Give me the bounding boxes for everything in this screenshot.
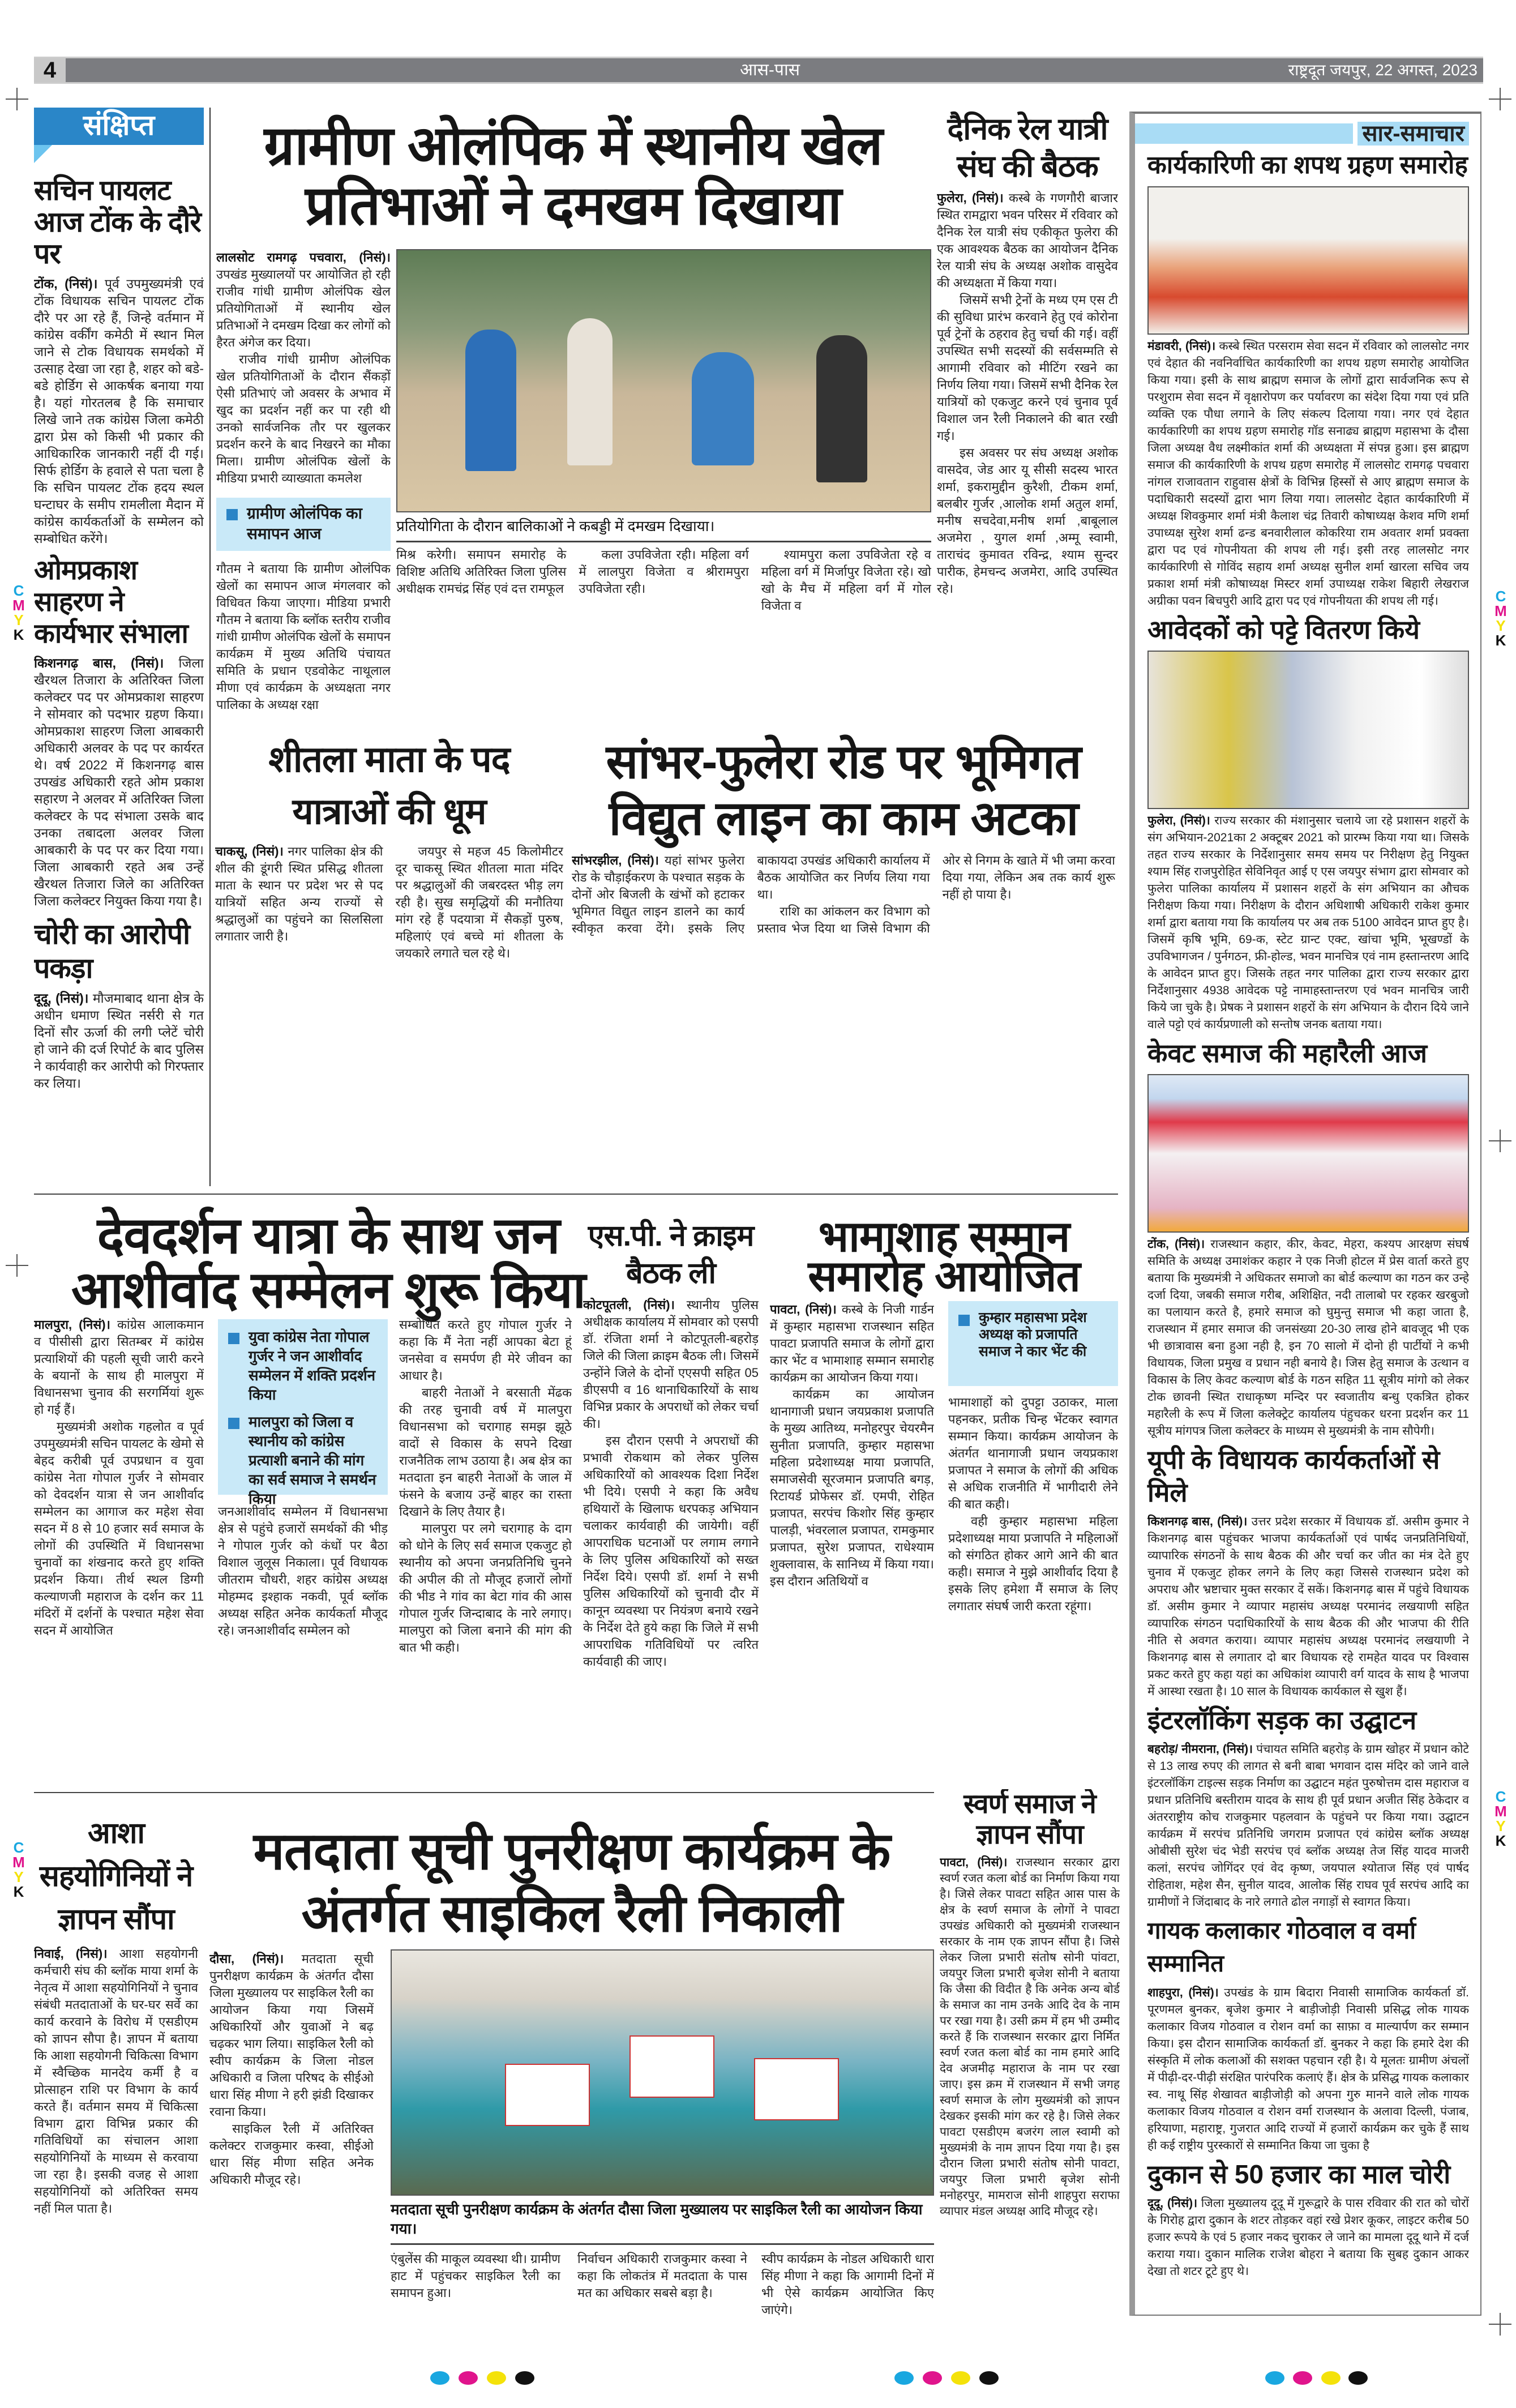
bullet-square-icon xyxy=(228,1333,239,1344)
cmyk-mark-left: C M Y K xyxy=(12,582,25,643)
sar-samachar-label: सार-समाचार xyxy=(1353,122,1469,146)
registration-mark-icon xyxy=(1489,88,1511,110)
olympic-headline: ग्रामीण ओलंपिक में स्थानीय खेल प्रतिभाओं ने दमखम दिखाया xyxy=(264,116,883,236)
bhamashah-headline: भामाशाह सम्मान समारोह आयोजित xyxy=(808,1213,1080,1301)
olympic-highlight-box: ग्रामीण ओलंपिक का समापन आज xyxy=(216,498,391,551)
caption-rule xyxy=(391,2243,934,2245)
bullet-square-icon xyxy=(226,509,238,520)
headline: इंटरलॉकिंग सड़क का उद्घाटन xyxy=(1147,1705,1417,1735)
color-dot-magenta xyxy=(923,2371,942,2385)
color-dot-cyan xyxy=(430,2371,449,2385)
section-title: आस-पास xyxy=(739,61,800,79)
headline: आवेदकों को पट्टे वितरण किये xyxy=(1147,615,1420,644)
olympic-body-cols: मिश्र करेगी। समापन समारोह के विशिष्ट अतिथि अतिरिक्त जिला पुलिस अधीक्षक रामचंद्र सिंह एवं दत्त रामफूल कला उपविजेता रही। महिला वर्ग में लालपुरा विजेता व श्रीरामपुरा उपविजेता रही। श्यामपुरा कला उपविजेता रहे व महिला वर्ग में मिर्जापुर विजेता रहे। खो खो के मैच में महिला वर्ग में गोल विजेता व xyxy=(396,548,931,613)
matdata-bottom-col: स्वीप कार्यक्रम के नोडल अधिकारी धारा सिंह मीणा ने कहा कि आगामी दिनों में भी ऐसे कार्यक्रम आयोजित किए जाएंगे। xyxy=(761,2252,934,2316)
headline: गायक कलाकार गोठवाल व वर्मा सम्मानित xyxy=(1147,1917,1416,1977)
headline: यूपी के विधायक कार्यकर्ताओं से मिले xyxy=(1147,1445,1440,1507)
bullet-square-icon xyxy=(228,1418,239,1429)
story-body: किशनगढ़ बास, (निसं)। जिला खैरथल तिजारा के अतिरिक्त जिला कलेक्टर पद पर ओमप्रकाश साहरण ने सोमवार को पदभार ग्रहण किया। ओमप्रकाश साहरण जिला आबकारी अधिकारी अलवर के पद पर कार्यरत थे। वर्ष 2022 में किशनगढ़ बास उपखंड अधिकारी रहते ओम प्रकाश सहारण ने अलवर में अतिरिक्त जिला कलेक्टर के पद संभाला उसके बाद उनका तबादला अलवर जिला आबकारी के पद पर कर दिया गया। जिला आबकारी रहते अब उन्हें खैरथल तिजारा जिले का अतिरिक्त जिला कलेक्टर नियुक्त किया गया है। xyxy=(34,656,204,908)
color-dot-yellow xyxy=(1321,2371,1341,2385)
color-dot-black xyxy=(515,2371,534,2385)
headline: सचिन पायलट आज टोंक के दौरे पर xyxy=(34,174,201,270)
headline: स्वर्ण समाज ने ज्ञापन सौंपा xyxy=(963,1789,1096,1850)
color-dot-yellow xyxy=(951,2371,970,2385)
sp-story xyxy=(583,1217,759,1781)
registration-mark-icon xyxy=(1489,2313,1511,2336)
story-body: पावटा, (निसं)। राजस्थान सरकार द्वारा स्वर्ण रजत कला बोर्ड का निर्माण किया गया है। जिसे लेकर पावटा सहित आस पास के क्षेत्र के स्वर्ण समाज के लोगों ने पावटा उपखंड अधिकारी को मुख्यमंत्री राजस्थान सरकार के नाम एक ज्ञापन सौंपा है। जिसे लेकर जिला प्रभारी संतोष सोनी पांवटा, जयपुर जिला प्रभारी बृजेश सोनी ने बताया कि जैसा की विदीत है कि अनेक अन्य बोर्ड के समाज का नाम उनके आदि देव के नाम पर रखा गया है। उसी क्रम में हम भी उम्मीद करते हैं कि राजस्थान सरकार द्वारा निर्मित स्वर्ण रजत कला बोर्ड का नाम हमारे आदि देव अजमीढ़ महाराज के नाम पर रखा जाए। इस क्रम में राजस्थान में सभी जगह स्वर्ण समाज के लोग मुख्यमंत्री को ज्ञापन देखकर इसकी मांग कर रहे है। जिसे लेकर पावटा एसडीएम बजरंग लाल स्वामी को मुख्यमंत्री के नाम ज्ञापन दिया गया है। इस दौरान जिला प्रभारी संतोष सोनी पावटा, जयपुर जिला प्रभारी बृजेश सोनी मनोहरपुर, मामराज सोनी शाहपुरा सराफा व्यापार मंडल अध्यक्ष आदि मौजूद रहे। xyxy=(940,1856,1120,2218)
headline: चोरी का आरोपी पकड़ा xyxy=(34,918,190,984)
page-header xyxy=(34,57,1483,84)
headline: आशा सहयोगिनियों ने ज्ञापन सौंपा xyxy=(39,1817,193,1936)
cycle-rally-photo xyxy=(391,1949,934,2196)
headline: एस.पी. ने क्राइम बैठक ली xyxy=(588,1220,754,1290)
story-body: फुलेरा, (निसं)। कस्बे के गणगौरी बाजार स्थित रामद्वारा भवन परिसर में रविवार को दैनिक रेल यात्री संघ एकीकृत फुलेरा की एक आवश्यक बैठक का आयोजन दैनिक रेल यात्री संघ के अध्यक्ष अशोक वासुदेव की अध्यक्षता में किया गया। जिसमें सभी ट्रेनों के मध्य एम एस टी की सुविधा प्रारंभ करवाने हेतु एवं कोरोना पूर्व ट्रेनों के ठहराव हेतु चर्चा की गई। वहीं उपस्थित सभी सदस्यों की सर्वसम्मति से आगामी रविवार को मीटिंग रखने का निर्णय लिया गया। जिसमें सभी दैनिक रेल यात्रियों को एकजुट करने एवं चुनाव पूर्व विशाल जन रैली निकालने की बात रखी गई। इस अवसर पर संघ अध्यक्ष अशोक वासदेव, जेड आर यू सीसी सदस्य भारत शर्मा, इकरामुद्दीन कुरैशी, टीकम शर्मा, बलबीर गुर्जर ,आलोक शर्मा अतुल शर्मा, मनीष सचदेवा,मनीष शर्मा ,बाबूलाल अजमेरा , युगल शर्मा ,अम्मू स्वामी, ताराचंद कुमावत रविन्द्र, श्याम सुन्दर पारीक, हेमचन्द अजमेरा, आदि उपस्थित रहे। xyxy=(937,191,1118,596)
bhamashah-col2: भामाशाहों को दुपट्टा उठाकर, माला पहनकर, प्रतीक चिन्ह भेंटकर स्वागत सम्मान किया। कार्यक्रम आयोजन के अंतर्गत थानागाजी प्रधान जयप्रकाश प्रजापत ने समाज के लोगों की अधिक से अधिक राजनीति में भागीदारी लेने की बात कही। वही कुम्हार महासभा महिला प्रदेशाध्यक्ष माया प्रजापति ने महिलाओं को संगठित होकर आगे आने की बात कही। समाज ने मुझे आशीर्वाद दिया है इसके लिए हमेशा मैं समाज के लिए लगातार संघर्ष जारी करता रहूंगा। xyxy=(948,1395,1118,1613)
devdarshan-col3: सम्बोधित करते हुए गोपाल गुर्जर ने कहा कि मैं नेता नहीं आपका बेटा हूं जनसेवा व समर्पण ही मेरे जीवन का आधार है। बाहरी नेताओं ने बरसाती मेंढक की तरह चुनावी वर्ष में मालपुरा विधानसभा को चरागाह समझ झूठे वादों से विकास के सपने दिखा राजनैतिक लाभ उठाया है। अब क्षेत्र का मतदाता इन बाहरी नेताओं के जाल में फंसने के बजाय उन्हें बाहर का रास्ता दिखाने के लिए तैयार है। मालपुरा पर लगे चरागाह के दाग को धोने के लिए सर्व समाज एकजुट हो स्थानीय को अपना जनप्रतिनिधि चुनने की अपील की तो मौजूद हजारों लोगों की भीड ने गांव का बेटा गांव की आस गोपाल गुर्जर जिन्दाबाद के नारे लगाए। मालपुरा को जिला बनाने की मांग की बात भी कही। xyxy=(399,1318,572,1654)
registration-mark-icon xyxy=(1489,1130,1511,1152)
right-column-box xyxy=(1129,112,1481,2316)
label-tail xyxy=(34,145,52,163)
story-body: मंडावरी, (निसं)। कस्बे स्थित परसराम सेवा सदन में रविवार को लालसोट नगर एवं देहात की नवनिर्वाचित कार्यकारिणी का शपथ ग्रहण समारोह आयोजित किया गया। इसी के साथ ब्राह्मण समाज के लोगों द्वारा सार्वजनिक रूप से परशुराम सेवा सदन में वृक्षारोपण कर पर्यावरण का संदेश दिया गया एवं प्रति व्यक्ति एक पौधा लगाने के लिए संकल्प दिलाया गया। नगर एवं देहात कार्यकारिणी का शपथ ग्रहण समारोह गॉड सनाढ्य ब्राह्मण महासभा के दौसा जिला अध्यक्ष वैध लक्ष्मीकांत शर्मा की अध्यक्षता में संपन्न हुआ। इस ब्राह्मण समाज की कार्यकारिणी के शपथ ग्रहण समारोह में लालसोट रामगढ़ पचवारा नांगल राजावतान राहुवास क्षेत्रों के विभिन्न हिस्सों से आए ब्राह्मण समाज के पदाधिकारी सदस्यों द्वारा भाग लिया गया। लालसोट देहात कार्यकारिणी में अध्यक्ष शिवकुमार शर्मा मंत्री कैलाश चंद्र तिवारी कोषाध्यक्ष केशव मणि शर्मा उपाध्यक्ष सुरेश शर्मा ढन्ड बनवारीलाल कोकरिया राम अवतार शर्मा प्रवक्ता द्वारा पद एवं गोपनीयता की शपथ ली गई। इसी तरह लालसोट नगर कार्यकारिणी से गोविंद सहाय शर्मा अध्यक्ष सुनील शर्मा खारला सचिव जय प्रकाश शर्मा मंत्री कोषाध्यक्ष मिस्टर शर्मा उपाध्यक्ष राकेश बिहारी लेखराज अग्रीका पवन बिचपुरी आदि द्वारा पद एवं गोपनीयता की शपथ ली गई। xyxy=(1147,340,1469,608)
sheetla-story xyxy=(215,733,563,1189)
headline: दैनिक रेल यात्री संघ की बैठक xyxy=(947,112,1108,183)
sankshipt-label: संक्षिप्त xyxy=(34,108,204,145)
cmyk-mark-right: C M Y K xyxy=(1494,588,1507,649)
section-rule xyxy=(34,1792,934,1793)
headline: शीतला माता के पद यात्राओं की धूम xyxy=(268,739,510,832)
color-dot-black xyxy=(979,2371,999,2385)
devdarshan-highlight-box xyxy=(218,1319,388,1507)
headline: कार्यकारिणी का शपथ ग्रहण समारोह xyxy=(1147,151,1468,179)
olympic-body-col1b: गौतम ने बताया कि ग्रामीण ओलंपिक खेलों का समापन आज मंगलवार को विधिवत किया जाएगा। मीडिया प्रभारी गौतम ने बताया कि ब्लॉक स्तरीय राजीव गांधी ग्रामीण ओलंपिक खेलों के समापन कार्यक्रम में मुख्य अतिथि पंचायत समिति के प्रधान एडवोकेट नाथूलाल मीणा एवं कार्यक्रम के अध्यक्षता नगर पालिका के अध्यक्ष रक्षा xyxy=(216,562,391,712)
devdarshan-headline: देवदर्शन यात्रा के साथ जन आशीर्वाद सम्मेलन शुरू किया xyxy=(71,1208,586,1319)
matdata-headline: मतदाता सूची पुनरीक्षण कार्यक्रम के अंतर्गत साइकिल रैली निकाली xyxy=(253,1823,890,1943)
sar-samachar-label-row xyxy=(1130,122,1469,146)
story-body: टोंक, (निसं)। राजस्थान कहार, कीर, केवट, मेहरा, कश्यप आरक्षण संघर्ष समिति के अध्यक्ष उमाशंकर कहार ने एक निजी होटल में प्रेस वार्ता करते हुए बताया कि मुख्यमंत्री ने अधिकतर समाजो का बोर्ड कल्याण का गठन कर उन्हे दर्जा दिया, जबकी समाज गरीब, अशिक्षित, नदी तालाबो पर रहकर खरबुजो का पलायान करते है, हमारे समाज को घुमुन्तु समाज भी कहा जाता है, राजस्थान में हमार समाज की जनसंख्या 20-30 लाख होने बावजूद भी एक भी छात्रावास बना हुआ नही है, इन 70 सालो में दोनो ही पार्टीयों ने कभी विधायक, जिला प्रमुख व प्रधान नही बनाये है। जिस हेतु समाज के उत्थान व विकास के लिए केवट कल्याण बोर्ड के गठन सहित 11 सूत्रीय मांगो को लेकर टोक छावनी स्थित राधाकृष्ण मन्दिर पर स्वजातीय बन्धु एकत्रित होकर महारैली के रूप में जिला कलेक्ट्रेट कार्यालय पंहुचकर धरना प्रदर्शन कर 11 सूत्रीय मांगपत्र जिला कलेक्टर के माध्यम से मुख्यमंत्री के नाम सौपेगी। xyxy=(1147,1238,1469,1438)
headline: दुकान से 50 हजार का माल चोरी xyxy=(1147,2159,1451,2189)
bhamashah-highlight-box: कुम्हार महासभा प्रदेश अध्यक्ष को प्रजापति समाज ने कार भेंट की xyxy=(948,1301,1118,1386)
story-body: फुलेरा, (निसं)। राज्य सरकार की मंशानुसार चलाये जा रहे प्रशासन शहरों के संग अभियान-2021का 2 अक्टूबर 2021 को प्रारम्भ किया गया था। जिसके तहत राज्य सरकार के निर्देशानुसार समय समय पर निरीक्षण हेतु नियुक्त श्याम सिंह राजपुरोहित सेविनिवृत आई ए एस जयपुर संभाग द्वारा सोमवार को फुलेरा पालिका कार्यालय में प्रशासन शहरों के संग अभियान का औचक निरीक्षण किया गया। निरीक्षण के दौरान अधिशाषी अधिकारी राकेश कुमार शर्मा द्वारा बताया गया कि कार्यालय पर अब तक 5100 आवेदन प्राप्त हुए है। जिसमें कृषि भूमि, 69-क, स्टेट ग्रान्ट एक्ट, खांचा भूमि, भूखण्डों के उपविभागजन / पुर्नगठन, फ्री-होल्ड, भवन मानचित्र एवं नाम हस्तान्तरण आदि के आवेदन प्राप्त हुए। जिसके तहत नगर पालिका द्वारा राज्य सरकार द्वारा निर्देशानुसार 4938 आवेदक पट्टे नामाहस्तान्तरण एवं भवन मानचित्र जारी किये जा चुके है। प्रेषक ने प्रशासन शहरों के संग अभियान के दौरान दिये जाने वाले पट्टो एवं कार्यप्रणाली को सन्तोष जनक बताया गया। xyxy=(1147,814,1469,1031)
sambhar-story xyxy=(572,733,1115,1189)
left-column xyxy=(34,108,204,1186)
headline: सांभर-फुलेरा रोड पर भूमिगत विद्युत लाइन का काम अटका xyxy=(606,735,1081,845)
patta-distribution-photo xyxy=(1147,651,1469,809)
story-body: शाहपुरा, (निसं)। उपखंड के ग्राम बिदारा निवासी सामाजिक कार्यकर्ता डॉ. पूरणमल बुनकर, बृजेश कुमार ने बाड़ीजोड़ी निवासी प्रसिद्ध लोक गायक कलाकार विजय गोठवाल व रोशन वर्मा का साफ़ा व माल्यार्पण कर सम्मान किया। इस दौरान सामाजिक कार्यकर्ता डॉ. बुनकर ने कहा कि हमारे देश की संस्कृति में लोक कलाओं की सशक्त पहचान रही है। ये मूलतः ग्रामीण अंचलों में पीढ़ी-दर-पीढ़ी संरक्षित पारंपरिक कलाएं हैं। क्षेत्र के प्रसिद्ध गायक कलाकार स्व. नाथू सिंह शेखावत बाड़ीजोड़ी को अपना गुरु मानने वाले लोक गायक कलाकार विजय गोठवाल व रोशन वर्मा राजस्थान के अलावा दिल्ली, पंजाब, हरियाणा, महाराष्ट्र, गुजरात आदि राज्यों में हजारों कार्यक्रम कर चुके हैं साथ ही कई राष्ट्रीय पुरस्कारों से सम्मानित किया जा चुका है xyxy=(1147,1986,1469,2152)
devdarshan-col2: जनआशीर्वाद सम्मेलन में विधानसभा क्षेत्र से पहुंचे हजारों समर्थकों की भीड़ ने गोपाल गुर्जर को कंधों पर बैठा विशाल जुलूस निकाला। पूर्व विधायक जीतराम चौधरी, शहर कांग्रेस अध्यक्ष मोहम्मद इश्हाक नकवी, पूर्व ब्लॉक अध्यक्ष सहित अनेक कार्यकर्ता मौजूद रहे। जनआशीर्वाद सम्मेलन को xyxy=(218,1504,388,1637)
highlight-item: युवा कांग्रेस नेता गोपाल गुर्जर ने जन आशीर्वाद सम्मेलन में शक्ति प्रदर्शन किया xyxy=(228,1327,379,1404)
kabaddi-photo xyxy=(396,249,931,512)
color-dot-cyan xyxy=(894,2371,914,2385)
olympic-body-col1: लालसोट रामगढ़ पचवारा, (निसं)। उपखंड मुख्यालयों पर आयोजित हो रही राजीव गांधी ग्रामीण ओलंपिक खेल प्रतियोगिताओं में स्थानीय खेल प्रतिभाओं ने दमखम दिखा कर लोगों को हैरत अंगेज कर दिया। राजीव गांधी ग्रामीण ओलंपिक खेल प्रतियोगिताओं के दौरान सैंकड़ों ऐसी प्रतिभाएं जो अवसर के अभाव में खुद का प्रदर्शन नहीं कर पा रही थी उनको सार्वजनिक तौर पर खुलकर प्रदर्शन करने के बाद निखरने का मौका मिला। ग्रामीण ओलंपिक खेलों के मीडिया प्रभारी व्याख्याता कमलेश xyxy=(216,250,391,485)
asha-story xyxy=(34,1812,198,2316)
headline: केवट समाज की महारैली आज xyxy=(1147,1038,1428,1068)
edition-date: राष्ट्रदूत जयपुर, 22 अगस्त, 2023 xyxy=(1288,61,1478,79)
devdarshan-col1: मालपुरा, (निसं)। कांग्रेस आलाकमान व पीसीसी द्वारा सितम्बर में कांग्रेस प्रत्याशियों की पहली सूची जारी करने के बयानों के साथ ही मालपुरा में विधानसभा चुनाव की सरगर्मियां शुरू हो गई हैं। मुख्यमंत्री अशोक गहलोत व पूर्व उपमुख्यमंत्री सचिन पायलट के खेमो से बेहद करीबी पूर्व उपप्रधान व युवा कांग्रेस नेता गोपाल गुर्जर ने सोमवार को देवदर्शन यात्रा से जन आशीर्वाद सम्मेलन का आगाज कर महेश सेवा सदन में 8 से 10 हजार सर्व समाज के लोगों की उपस्थिति में विधानसभा चुनावों का शंखनाद करते हुए शक्ति प्रदर्शन किया। तीर्थ स्थल डिग्गी कल्याणजी महाराज के दर्शन कर 11 मंदिरों में दर्शनों के पश्चात महेश सेवा सदन में आयोजित xyxy=(34,1318,204,1637)
story-body: दूदू, (निसं)। मौजमाबाद थाना क्षेत्र के अधीन धमाण स्थित नर्सरी से गत दिनों सौर ऊर्जा की लगी प्लेटें चोरी हो जाने की दर्ज रिपोर्ट के बाद पुलिस ने कार्यवाही कर आरोपी को गिरफ्तार कर लिया। xyxy=(34,991,204,1090)
matdata-col1: दौसा, (निसं)। मतदाता सूची पुनरीक्षण कार्यक्रम के अंतर्गत दौसा जिला मुख्यालय पर साइकिल रैली का आयोजन किया गया जिसमें अधिकारियों और युवाओं ने बढ़ चढ़कर भाग लिया। साइकिल रैली को स्वीप कार्यक्रम के जिला नोडल अधिकारी व जिला परिषद के सीईओ धारा सिंह मीणा ने हरी झंडी दिखाकर रवाना किया। साइकिल रैली में अतिरिक्त कलेक्टर राजकुमार कस्वा, सीईओ धारा सिंह मीणा सहित अनेक अधिकारी मौजूद रहे। xyxy=(209,1952,374,2187)
caption-rule xyxy=(396,541,931,542)
kevat-samaj-photo xyxy=(1147,1074,1469,1233)
color-dot-yellow xyxy=(487,2371,506,2385)
cmyk-mark-left: C M Y K xyxy=(12,1839,25,1900)
headline: ओमप्रकाश साहरण ने कार्यभार संभाला xyxy=(34,555,188,649)
color-dot-magenta xyxy=(1293,2371,1312,2385)
color-dot-black xyxy=(1348,2371,1368,2385)
highlight-item: मालपुरा को जिला व स्थानीय को कांग्रेस प्रत्याशी बनाने की मांग का सर्व समाज ने समर्थन किया xyxy=(228,1412,379,1508)
story-body: चाकसू, (निसं)। नगर पालिका क्षेत्र की शील की डूंगरी स्थित प्रसिद्ध शीतला माता के स्थान पर प्रदेश भर से पद यात्रियों सहित अन्य राज्यों से श्रद्धालुओं का पहुंचने का सिलसिला लगातार जारी है। जयपुर से महज 45 किलोमीटर दूर चाकसू स्थित शीतला माता मंदिर पर श्रद्धालुओं की जबरदस्त भीड़ लग रही है। सुख समृद्धियों की मनौतिया मांग रहे हैं पदयात्रा में सैकड़ों पुरुष, महिलाएं एवं बच्चे मां शीतला के जयकारे लगाते चल रहे थे। xyxy=(215,844,563,960)
story-body: सांभरझील, (निसं)। यहां सांभर फुलेरा रोड के चौड़ाईकरण के पश्चात सड़क के दोनों ओर बिजली के खंभों को हटाकर भूमिगत विद्युत लाइन डालने का कार्य स्वीकृत करवा देंगे। इसके लिए बाकायदा उपखंड अधिकारी कार्यालय में बैठक आयोजित कर निर्णय लिया गया था। राशि का आंकलन कर विभाग को प्रस्ताव भेज दिया था जिसे विभाग की ओर से निगम के खाते में भी जमा करवा दिया गया, लेकिन अब तक कार्य शुरू नहीं हो पाया है। xyxy=(572,853,1115,935)
color-dot-magenta xyxy=(459,2371,478,2385)
story-body: निवाई, (निसं)। आशा सहयोगनी कर्मचारी संघ की ब्लॉक माया शर्मा के नेतृत्व में आशा सहयोगिनियों ने चुनाव संबंधी मतदाताओं के घर-घर सर्वे का कार्य करवाने के विरोध में एसडीएम को ज्ञापन सौपा है। ज्ञापन में बताया कि आशा सहयोगनी चिकित्सा विभाग में स्वैच्छिक मानदेय कर्मी है व प्रोत्साहन राशि पर विभाग के कार्य करते हैं। वर्तमान समय में चिकित्सा विभाग द्वारा विभिन्न प्रकार की गतिविधियों का संचालन आशा सहयोगिनियों के माध्यम से करवाया जा रहा है। इसकी वजह से आशा सहयोगिनियों को अतिरिक्त समय नहीं मिल पाता है। xyxy=(34,1947,198,2215)
bhamashah-col1: पावटा, (निसं)। कस्बे के निजी गार्डन में कुम्हार महासभा राजस्थान सहित पावटा प्रजापति समाज के लोगों द्वारा कार भेंट व भामाशाह सम्मान समारोह कार्यक्रम का आयोजन किया गया। कार्यक्रम का आयोजन थानागाजी प्रधान जयप्रकाश प्रजापति के मुख्य आतिथ्य, मनोहरपुर चेयरमैन सुनीता प्रजापति, कुम्हार महासभा महिला प्रदेशाध्यक्ष माया प्रजापति, समाजसेवी सूरजमान प्रजापति बगड़, रिटायर्ड प्रोफेसर डॉ. एमपी, रोहित प्रजापत, सरपंच किशोर सिंह कुम्हार पालड़ी, भंवरलाल प्रजापत, रामकुमार प्रजापत, सुरेश प्रजापत, राधेश्याम शुक्लावास, के सानिध्य में किया गया। इस दौरान अतिथियों व xyxy=(770,1302,934,1588)
column-rule xyxy=(209,108,211,1186)
cmyk-mark-right: C M Y K xyxy=(1494,1788,1507,1849)
kabaddi-caption: प्रतियोगिता के दौरान बालिकाओं ने कबड्डी में दमखम दिखाया। xyxy=(396,517,715,534)
story-body: कोटपूतली, (निसं)। स्थानीय पुलिस अधीक्षक कार्यालय में सोमवार को एसपी डॉ. रंजिता शर्मा ने कोटपूतली-बहरोड़ जिले की जिला क्राइम बैठक ली। जिसमें उन्होंने जिले के दोनों एएसपी सहित 05 डीएसपी व 16 थानाधिकारियों के साथ विभिन्न प्रकार के अपराधों को लेकर चर्चा की। इस दौरान एसपी ने अपराधों की प्रभावी रोकथाम को लेकर पुलिस अधिकारियों को आवश्यक दिशा निर्देश भी दिये। एसपी ने कहा कि अवैध हथियारों के खिलाफ धरपकड़ अभियान चलाकर कार्यवाही की जायेगी। वहीं आपराधिक घटनाओं पर लगाम लगाने के लिए पुलिस अधिकारियों को सख्त निर्देश दिये। एसपी डॉ. शर्मा ने सभी पुलिस अधिकारियों को चुनावी दौर में कानून व्यवस्था पर नियंत्रण बनाये रखने के निर्देश देते हुये कहा कि जिले में सभी आपराधिक गतिविधियों पर त्वरित कार्यवाही की जाए। xyxy=(583,1298,759,1669)
story-body: किशनगढ़ बास, (निसं)। उत्तर प्रदेश सरकार में विधायक डॉ. असीम कुमार ने किशनगढ़ बास पहुंचकर भाजपा कार्यकर्ताओं एवं पार्षद जनप्रतिनिधियों, व्यापारिक संगठनों के साथ बैठक की और चर्चा कर जीत का मंत्र देते हुए चुनाव में एकजुट होकर लगने के लिए कहा जिससे राजस्थान प्रदेश को अपराध और भ्रष्टाचार मुक्त सरकार दें सकें। किशनगढ़ बास में पहुंचे विधायक डॉ. असीम कुमार ने व्यापार महासंघ अध्यक्ष परमानंद लखयाणी सहित व्यापारिक संगठन पदाधिकारियों के साथ बैठक की और भाजपा की रीति नीति से अवगत कराया। व्यापार महासंघ अध्यक्ष परमानंद लखयाणी ने किशनगढ़ बास से लगातार दो बार विधायक रहे रामहेत यादव पर विश्वास प्रकट करते हुए कहा यहां का अधिकांश व्यापारी वर्ग यादव के साथ है भाजपा में आस्था रखता है। 10 साल के विधायक कार्यकाल से खुश हैं। xyxy=(1147,1515,1469,1698)
bullet-square-icon xyxy=(958,1315,970,1326)
story-body: बहरोड़/ नीमराना, (निसं)। पंचायत समिति बहरोड़ के ग्राम खोहर में प्रधान कोटे से 13 लाख रुपए की लागत से बनी बाबा भगवान दास मंदिर को जाने वाले इंटरलॉकिंग टाइल्स सड़क निर्माण का उद्घाटन महंत पुरुषोत्तम दास महाराज व प्रधान प्रतिनिधि बस्तीराम यादव के साथ ही पूर्व प्रधान अजीत सिंह ठेकेदार व अंतरराष्ट्रीय कोच राजकुमार पहलवान के पहुंचने पर किया गया। उद्घाटन कार्यक्रम में सरपंच प्रतिनिधि जगराम प्रजापत एवं कांग्रेस ब्लॉक अध्यक्ष ओबीसी सुरेश चंद भेडी सरपंच एवं ब्लॉक अध्यक्ष तेज सिंह यादव माजरी कलां, सरपंच जोगिंदर एवं वेद कृष्ण, जयपाल श्योताज सिंह एवं पार्षद रोहिताश, महेश सैन, सुनील यादव, आलोक सिंह राघव पूर्व सरपंच आदि का ग्रामीणों ने जिंदाबाद के नारे लगाते ढोल नगाड़ों से स्वागत किया। xyxy=(1147,1743,1469,1909)
registration-mark-icon xyxy=(6,1254,28,1277)
story-body: दूदू, (निसं)। जिला मुख्यालय दूदू में गुरूद्वारे के पास रविवार की रात को चोरों के गिरोह द्वारा दुकान के शटर तोड़कर वहां रखे प्रेशर कूकर, लाइटर करीब 50 हजार रूपये के एवं 5 हजार नकद चुराकर ले जाने का मामला दूदू थाने में दर्ज कराया गया। दुकान मालिक राजेश बोहरा ने बताया कि सुबह दुकान आकर देखा तो शटर टूटे हुए थे। xyxy=(1147,2197,1469,2278)
matdata-bottom-col: निर्वाचन अधिकारी राजकुमार कस्वा ने कहा कि लोकतंत्र में मतदाता के पास मत का अधिकार सबसे बड़ा है। xyxy=(577,2252,747,2300)
page-number: 4 xyxy=(34,58,66,82)
section-rule xyxy=(34,1194,1118,1195)
color-dot-cyan xyxy=(1265,2371,1284,2385)
story-body: टोंक, (निसं)। पूर्व उपमुख्यमंत्री एवं टोंक विधायक सचिन पायलट टोंक दौरे पर आ रहे हैं, जिन्हे वर्तमान में कांग्रेस वर्कींग कमेठी में स्थान मिल जाने से टोक विधायक समर्थको में उत्साह देखा जा रहा है, शहर को बडे-बडे होर्डिग से आकर्षक बनाया गया है। यहां गोरतलब है कि समाचार लिखे जाने तक कांग्रेस जिला कमेठी द्वारा प्रेस को किसी भी प्रकार की आधिकारिक जानकारी नहीं दी गई। सिर्फ होर्डिग के हवाले से पता चला है कि सचिन पायलट टोंक हदय स्थल घन्टाघर के समीप रामलीला मैदान में कांग्रेस कार्यकर्ताओं के सम्मेलन को सम्बोधित करेंगे। xyxy=(34,276,204,546)
rail-story xyxy=(937,110,1118,719)
matdata-bottom-col: एंबुलेंस की माकूल व्यवस्था थी। ग्रामीण हाट में पहुंचकर साइकिल रैली का समापन हुआ। xyxy=(391,2252,560,2300)
cycle-rally-caption: मतदाता सूची पुनरीक्षण कार्यक्रम के अंतर्गत दौसा जिला मुख्यालय पर साइकिल रैली का आयोजन किया गया। xyxy=(391,2201,923,2237)
swarn-story xyxy=(940,1789,1120,2316)
registration-mark-icon xyxy=(6,88,28,110)
shapath-photo xyxy=(1147,186,1469,335)
